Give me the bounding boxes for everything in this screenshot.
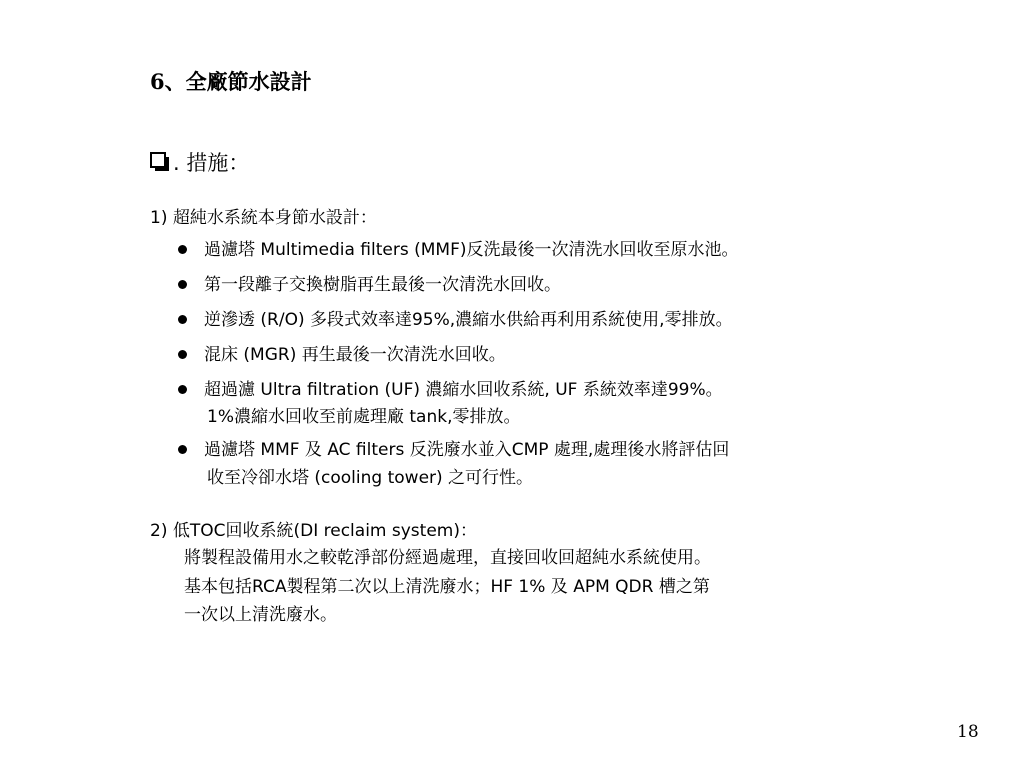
slide-title: 6、全廠節水設計 (150, 69, 312, 94)
page-number: 18 (957, 722, 979, 742)
bullet-6-line-2: 收至冷卻水塔 (cooling tower) 之可行性。 (207, 468, 534, 488)
bullet-dot (178, 445, 187, 454)
bullet-dot (178, 350, 187, 359)
bullet-dot (178, 385, 187, 394)
bullet-5-line-1: 超過濾 Ultra filtration (UF) 濃縮水回收系統, UF 系統效率達99%。 (204, 380, 723, 400)
bullet-6-line-1: 過濾塔 MMF 及 AC filters 反洗廢水並入CMP 處理,處理後水將評估回 (204, 440, 730, 460)
section2-label: 2) 低TOC回收系統(DI reclaim system)： (150, 521, 477, 541)
bullet-3-line-1: 逆滲透 (R/O) 多段式效率達95%,濃縮水供給再利用系統使用,零排放。 (204, 310, 733, 330)
bullet-dot (178, 315, 187, 324)
bullet-dot (178, 245, 187, 254)
bullet-2-line-1: 第一段離子交換樹脂再生最後一次清洗水回收。 (204, 275, 561, 295)
bullet-4-line-1: 混床 (MGR) 再生最後一次清洗水回收。 (204, 345, 506, 365)
heading (150, 147, 249, 177)
checkbox-icon (150, 152, 170, 172)
section2-line-3: 一次以上清洗廢水。 (184, 605, 337, 625)
heading-text: . 措施： (173, 151, 250, 175)
section2-line-2: 基本包括RCA製程第二次以上清洗廢水；HF 1% 及 APM QDR 槽之第 (184, 577, 710, 597)
bullet-5-line-2: 1%濃縮水回收至前處理廠 tank,零排放。 (207, 407, 521, 427)
section2-line-1: 將製程設備用水之較乾淨部份經過處理，直接回收回超純水系統使用。 (184, 548, 711, 568)
bullet-1-line-1: 過濾塔 Multimedia filters (MMF)反洗最後一次清洗水回收至原水池。 (204, 240, 739, 260)
bullet-dot (178, 280, 187, 289)
section1-label: 1) 超純水系統本身節水設計： (150, 208, 377, 228)
